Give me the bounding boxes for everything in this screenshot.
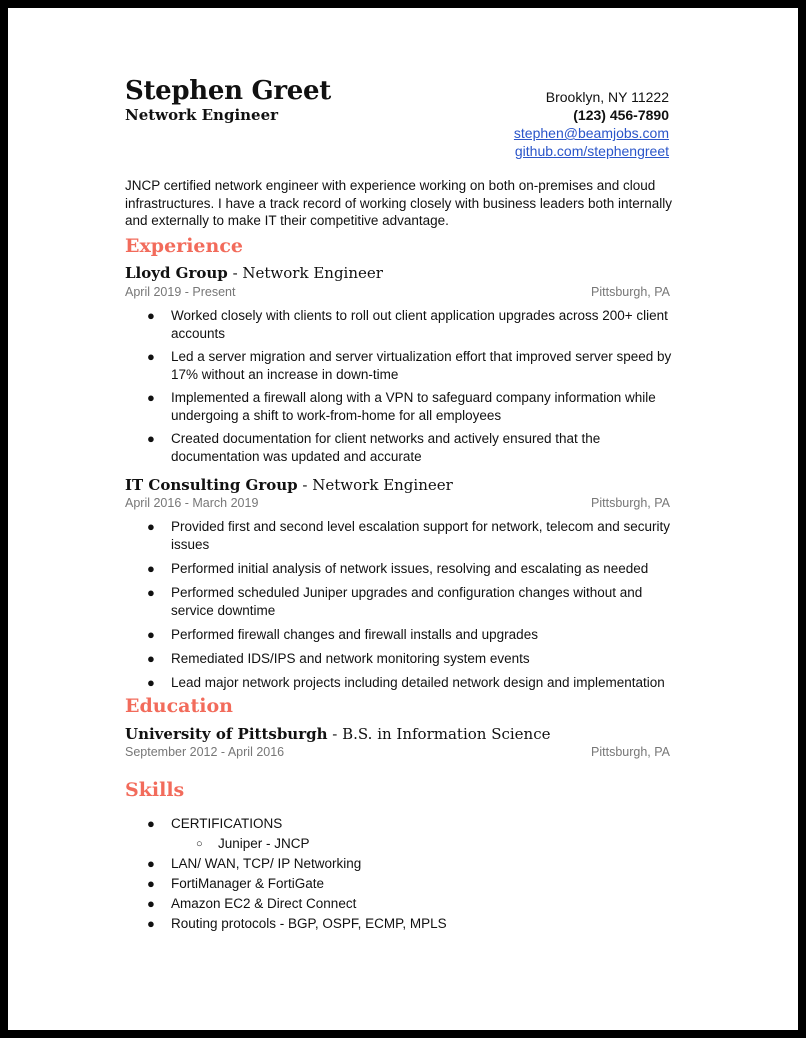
bullet-text: Implemented a firewall along with a VPN to safeguard company information while undergoing a shift to work-from-home for all employees bbox=[171, 390, 656, 423]
skill-text: FortiManager & FortiGate bbox=[171, 876, 325, 891]
list-item bbox=[125, 814, 685, 834]
list-item bbox=[125, 389, 685, 425]
bullet-dot-icon: ● bbox=[147, 896, 155, 911]
bullet-text: Created documentation for client networks and actively ensured that the documentation was updated and accurate bbox=[171, 431, 601, 464]
education-heading: Education bbox=[125, 695, 233, 717]
location-text: Brooklyn, NY 11222 bbox=[545, 89, 669, 105]
circle-bullet-icon: ○ bbox=[196, 838, 203, 850]
list-item bbox=[125, 854, 685, 874]
list-item bbox=[125, 560, 685, 578]
bullet-dot-icon: ● bbox=[147, 561, 155, 576]
education-degree: B.S. in Information Science bbox=[342, 725, 551, 743]
bullet-dot-icon: ● bbox=[147, 519, 155, 534]
job-meta bbox=[125, 496, 670, 510]
bullet-dot-icon: ● bbox=[147, 308, 155, 323]
list-item bbox=[125, 307, 685, 343]
list-item bbox=[125, 518, 685, 554]
email-link[interactable]: stephen@beamjobs.com bbox=[513, 125, 669, 141]
bullet-dot-icon: ● bbox=[147, 675, 155, 690]
list-item bbox=[125, 348, 685, 384]
bullet-text: Lead major network projects including detailed network design and implementation bbox=[171, 675, 665, 690]
job-location: Pittsburgh, PA bbox=[591, 285, 670, 299]
skills-heading: Skills bbox=[125, 779, 185, 801]
bullet-text: Performed initial analysis of network issues, resolving and escalating as needed bbox=[171, 561, 649, 576]
bullet-dot-icon: ● bbox=[147, 916, 155, 931]
bullet-dot-icon: ● bbox=[147, 816, 155, 831]
list-item bbox=[125, 430, 685, 466]
bullet-dot-icon: ● bbox=[147, 349, 155, 364]
list-item bbox=[125, 894, 685, 914]
job-title: Network Engineer bbox=[242, 264, 383, 282]
education-location: Pittsburgh, PA bbox=[591, 745, 670, 759]
bullet-text: Performed firewall changes and firewall installs and upgrades bbox=[171, 627, 538, 642]
candidate-role: Network Engineer bbox=[125, 106, 279, 124]
job-location: Pittsburgh, PA bbox=[591, 496, 670, 510]
bullet-dot-icon: ● bbox=[147, 390, 155, 405]
education-dates: September 2012 - April 2016 bbox=[125, 745, 285, 759]
phone-text: (123) 456-7890 bbox=[573, 107, 669, 123]
bullet-dot-icon: ● bbox=[147, 585, 155, 600]
education-meta bbox=[125, 745, 670, 759]
bullet-text: Remediated IDS/IPS and network monitoring system events bbox=[171, 651, 530, 666]
experience-heading: Experience bbox=[125, 235, 243, 257]
skill-text: LAN/ WAN, TCP/ IP Networking bbox=[171, 856, 362, 871]
skill-text: Routing protocols - BGP, OSPF, ECMP, MPLS bbox=[171, 916, 447, 931]
bullet-text: Performed scheduled Juniper upgrades and configuration changes without and service downtime bbox=[171, 585, 643, 618]
candidate-name: Stephen Greet bbox=[125, 76, 332, 106]
bullet-dot-icon: ● bbox=[147, 856, 155, 871]
skill-text: Amazon EC2 & Direct Connect bbox=[171, 896, 357, 911]
job-header bbox=[125, 476, 453, 494]
job-title: Network Engineer bbox=[312, 476, 453, 494]
job-meta bbox=[125, 285, 670, 299]
job-bullets bbox=[125, 518, 685, 692]
list-item bbox=[125, 914, 685, 934]
resume-page bbox=[8, 8, 798, 1030]
job-company: IT Consulting Group bbox=[125, 476, 298, 494]
summary-paragraph: JNCP certified network engineer with experience working on both on-premises and cloud infrastructures. I have a track record of working closely with business leaders both internally and externally to make IT their competitive advantage. bbox=[125, 178, 673, 228]
education-separator: - bbox=[327, 725, 343, 743]
bullet-dot-icon: ● bbox=[147, 651, 155, 666]
list-item bbox=[125, 674, 685, 692]
skill-text: CERTIFICATIONS bbox=[171, 816, 283, 831]
bullet-dot-icon: ● bbox=[147, 627, 155, 642]
skills-list bbox=[125, 814, 685, 934]
list-item bbox=[125, 584, 685, 620]
job-company: Lloyd Group bbox=[125, 264, 228, 282]
list-item bbox=[125, 874, 685, 894]
bullet-dot-icon: ● bbox=[147, 876, 155, 891]
sub-skill bbox=[125, 834, 685, 854]
job-dates: April 2016 - March 2019 bbox=[125, 496, 259, 510]
bullet-text: Worked closely with clients to roll out client application upgrades across 200+ client accounts bbox=[171, 308, 668, 341]
bullet-text: Provided first and second level escalation support for network, telecom and security issues bbox=[171, 519, 671, 552]
list-item bbox=[125, 626, 685, 644]
list-item bbox=[125, 650, 685, 668]
bullet-text: Led a server migration and server virtualization effort that improved server speed by 17% without an increase in down-time bbox=[171, 349, 672, 382]
job-header bbox=[125, 264, 383, 282]
github-link[interactable]: github.com/stephengreet bbox=[514, 143, 669, 159]
sub-list-item bbox=[125, 834, 685, 854]
job-separator: - bbox=[297, 476, 313, 494]
education-school: University of Pittsburgh bbox=[125, 725, 328, 743]
sub-skill-text: Juniper - JNCP bbox=[218, 836, 310, 851]
job-separator: - bbox=[227, 264, 243, 282]
job-bullets bbox=[125, 307, 685, 466]
contact-block bbox=[514, 88, 669, 160]
job-dates: April 2019 - Present bbox=[125, 285, 236, 299]
education-header bbox=[125, 725, 551, 743]
bullet-dot-icon: ● bbox=[147, 431, 155, 446]
